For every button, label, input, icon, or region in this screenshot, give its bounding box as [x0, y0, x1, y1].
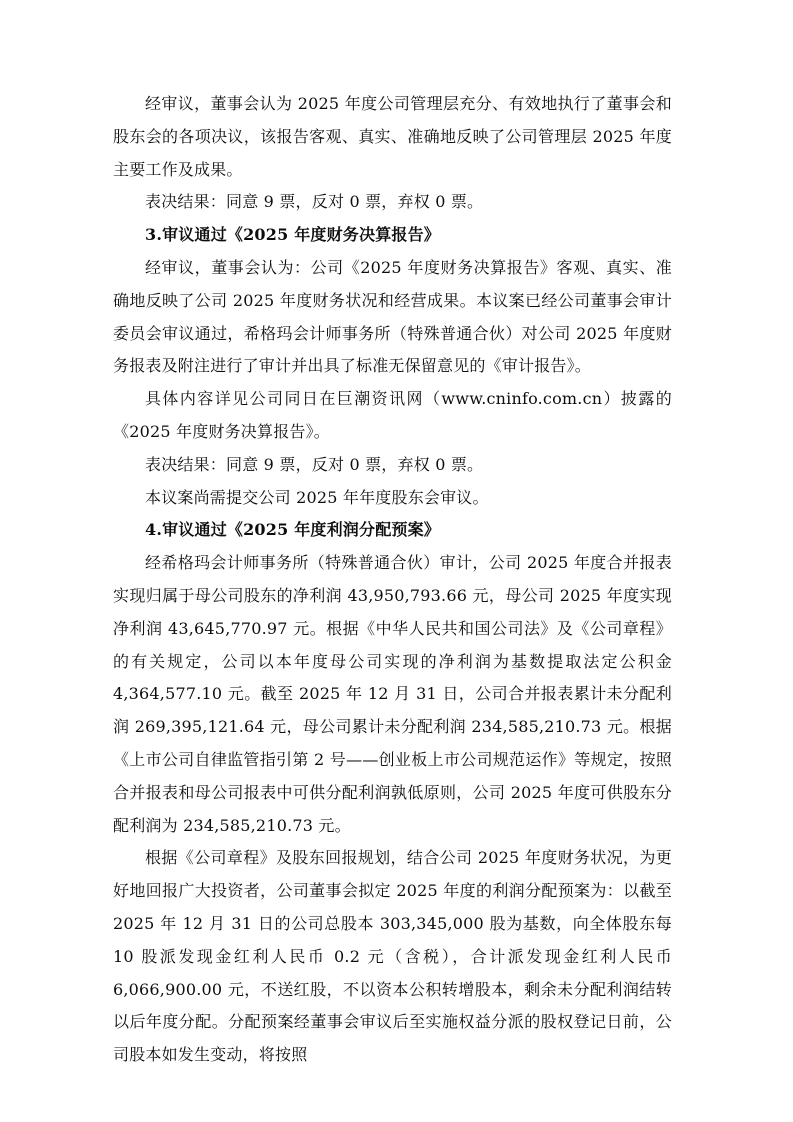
section-heading-item3-financial-report: 3.审议通过《2025 年度财务决算报告》: [145, 225, 441, 245]
paragraph-item3-shareholder-meeting-note: 本议案尚需提交公司 2025 年年度股东会审议。: [145, 487, 489, 507]
section-heading-item4-profit-distribution: 4.审议通过《2025 年度利润分配预案》: [145, 520, 441, 540]
paragraph-item4-distribution-plan: 根据《公司章程》及股东回报规划，结合公司 2025 年度财务状况，为更好地回报广大投资者，公司董事会拟定 2025 年度的利润分配预案为：以截至 2025 年 12 月 31 日的公司总股本 303,345,000 股为基数，向全体股东每 10 股派发现金红利人民币 0.2 元（含税），合计派发现金红利人民币 6,066,900.00 元，不送红股，不以资本公积转增股本，剩余未分配利润结转以后年度分配。分配预案经董事会审议后至实施权益分派的股权登记日前，公司股本如发生变动，将按照: [113, 848, 672, 1065]
paragraph-item3-disclosure-note: 具体内容详见公司同日在巨潮资讯网（www.cninfo.com.cn）披露的《2025 年度财务决算报告》。: [113, 389, 672, 441]
page-content: [113, 88, 672, 1072]
vote-result-item3: 表决结果：同意 9 票，反对 0 票，弃权 0 票。: [145, 454, 484, 474]
paragraph-item3-board-opinion: 经审议，董事会认为：公司《2025 年度财务决算报告》客观、真实、准确地反映了公司 2025 年度财务状况和经营成果。本议案已经公司董事会审计委员会审议通过，希格玛会计师事务所（特殊普通合伙）对公司 2025 年度财务报表及附注进行了审计并出具了标准无保留意见的《审计报告》。: [113, 257, 672, 376]
paragraph-item4-audit-figures: 经希格玛会计师事务所（特殊普通合伙）审计，公司 2025 年度合并报表实现归属于母公司股东的净利润 43,950,793.66 元，母公司 2025 年度实现净利润 43,645,770.97 元。根据《中华人民共和国公司法》及《公司章程》的有关规定，公司以本年度母公司实现的净利润为基数提取法定公积金 4,364,577.10 元。截至 2025 年 12 月 31 日，公司合并报表累计未分配利润 269,395,121.64 元，母公司累计未分配利润 234,585,210.73 元。根据《上市公司自律监管指引第 2 号——创业板上市公司规范运作》等规定，按照合并报表和母公司报表中可供分配利润孰低原则，公司 2025 年度可供股东分配利润为 234,585,210.73 元。: [113, 553, 672, 835]
vote-result-item2: 表决结果：同意 9 票，反对 0 票，弃权 0 票。: [145, 192, 484, 212]
paragraph-annual-report-board-opinion: 经审议，董事会认为 2025 年度公司管理层充分、有效地执行了董事会和股东会的各项决议，该报告客观、真实、准确地反映了公司管理层 2025 年度主要工作及成果。: [113, 94, 672, 179]
